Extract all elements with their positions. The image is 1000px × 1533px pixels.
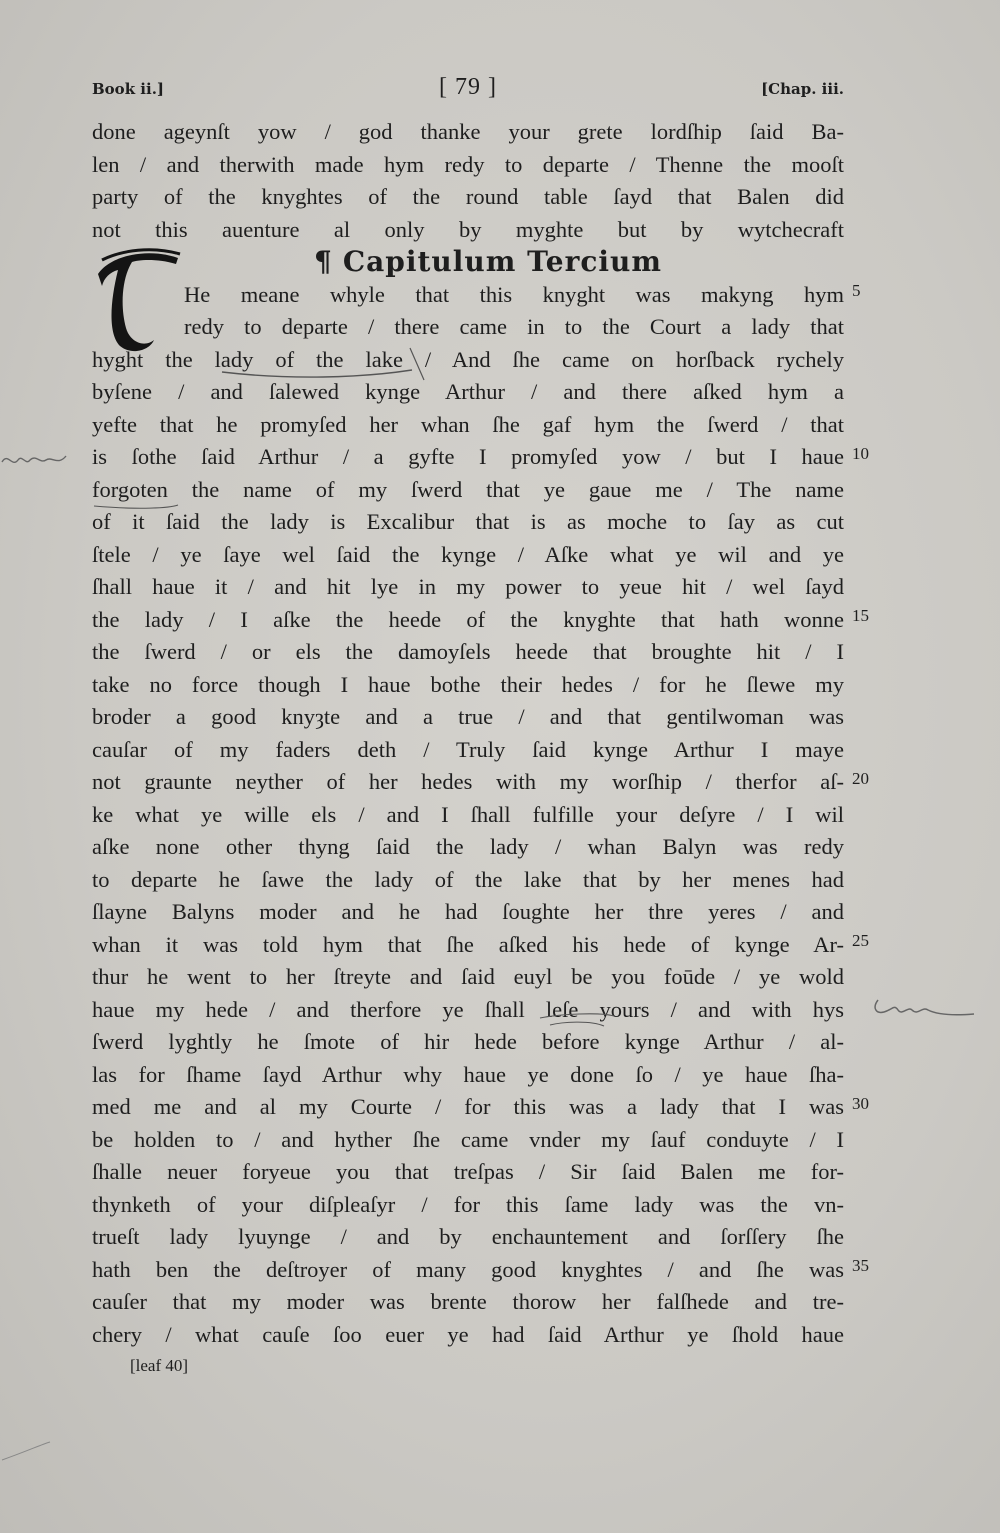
text-block xyxy=(92,116,844,1351)
line-number: 20 xyxy=(852,769,869,788)
text-line: hyght the lady of the lake / And ſhe came on horſback rychely xyxy=(92,346,844,372)
text-line: haue my hede / and therfore ye ſhall leſe yours / and with hys xyxy=(92,996,844,1022)
text-line: forgoten the name of my ſwerd that ye gaue me / The name xyxy=(92,476,844,502)
line-number: 25 xyxy=(852,931,869,950)
text-line: hath ben the deſtroyer of many good knyghtes / and ſhe was xyxy=(92,1256,844,1282)
text-line: las for ſhame ſayd Arthur why haue ye done ſo / ye haue ſha- xyxy=(92,1061,844,1087)
text-line: trueſt lady lyuynge / and by enchauntement and ſorſſery ſhe xyxy=(92,1224,844,1249)
text-line: broder a good knyȝte and a true / and that gentilwoman was xyxy=(92,704,844,729)
text-line: yefte that he promyſed her whan ſhe gaf hym the ſwerd / that xyxy=(92,411,844,437)
line-number: 10 xyxy=(852,444,869,463)
text-line: redy to departe / there came in to the Court a lady that xyxy=(184,314,844,339)
text-line: He meane whyle that this knyght was makyng hym xyxy=(184,281,844,307)
line-number: 30 xyxy=(852,1094,869,1113)
text-line: party of the knyghtes of the round table ſayd that Balen did xyxy=(92,184,844,209)
text-line: ſtele / ye ſaye wel ſaid the kynge / Aſke what ye wil and ye xyxy=(92,541,844,567)
text-line: the ſwerd / or els the damoyſels heede that broughte hit / I xyxy=(92,639,844,664)
page-number: [ 79 ] xyxy=(439,74,497,100)
pencil-margin-mark-left-icon xyxy=(0,448,70,472)
text-line: not graunte neyther of her hedes with my worſhip / therfor aſ- xyxy=(92,769,844,794)
text-line: chery / what cauſe ſoo euer ye had ſaid Arthur ye ſhold haue xyxy=(92,1321,844,1347)
text-line: whan it was told hym that ſhe aſked his hede of kynge Ar- xyxy=(92,931,844,957)
text-line: take no force though I haue bothe their hedes / for he ſlewe my xyxy=(92,671,844,697)
text-line: len / and therwith made hym redy to departe / Thenne the mooſt xyxy=(92,151,844,177)
line-number: 5 xyxy=(852,281,861,300)
line-number: 35 xyxy=(852,1256,869,1275)
line-number: 15 xyxy=(852,606,869,625)
text-line: thur he went to her ſtreyte and ſaid euyl be you foūde / ye wold xyxy=(92,964,844,989)
text-line: be holden to / and hyther ſhe came vnder my ſauf conduyte / I xyxy=(92,1126,844,1152)
chapter-title: Capitulum Tercium xyxy=(342,245,662,278)
book-label: Book ii.] xyxy=(92,80,165,98)
pilcrow-icon: ¶ xyxy=(314,245,333,278)
text-line: of it ſaid the lady is Excalibur that is as moche to ſay as cut xyxy=(92,509,844,534)
leaf-note: [leaf 40] xyxy=(130,1356,189,1375)
text-line: cauſer that my moder was brente thorow her falſhede and tre- xyxy=(92,1289,844,1314)
text-line: byſene / and ſalewed kynge Arthur / and there aſked hym a xyxy=(92,379,844,404)
chapter-label: [Chap. iii. xyxy=(761,80,844,98)
text-line: ſwerd lyghtly he ſmote of hir hede before kynge Arthur / al- xyxy=(92,1029,844,1054)
text-line: to departe he ſawe the lady of the lake that by her menes had xyxy=(92,866,844,892)
chapter-heading xyxy=(92,246,844,279)
running-header xyxy=(92,74,844,104)
text-line: is ſothe ſaid Arthur / a gyfte I promyſed yow / but I haue xyxy=(92,444,844,469)
text-line: the lady / I aſke the heede of the knyghte that hath wonne xyxy=(92,606,844,632)
text-line: cauſar of my faders deth / Truly ſaid kynge Arthur I maye xyxy=(92,736,844,762)
text-line: ke what ye wille els / and I ſhall fulfille your deſyre / I wil xyxy=(92,801,844,827)
text-line: not this auenture al only by myghte but by wytchecraft xyxy=(92,216,844,242)
text-line: med me and al my Courte / for this was a lady that I was xyxy=(92,1094,844,1119)
text-line: thynketh of your diſpleaſyr / for this ſame lady was the vn- xyxy=(92,1191,844,1217)
text-line: done ageynſt yow / god thanke your grete lordſhip ſaid Ba- xyxy=(92,119,844,144)
text-line: ſhall haue it / and hit lye in my power to yeue hit / wel ſayd xyxy=(92,574,844,599)
pencil-margin-mark-right-icon xyxy=(870,994,980,1024)
text-line: ſhalle neuer foryeue you that treſpas / Sir ſaid Balen me for- xyxy=(92,1159,844,1184)
text-line: aſke none other thyng ſaid the lady / whan Balyn was redy xyxy=(92,834,844,859)
text-line: ſlayne Balyns moder and he had ſoughte her thre yeres / and xyxy=(92,899,844,924)
